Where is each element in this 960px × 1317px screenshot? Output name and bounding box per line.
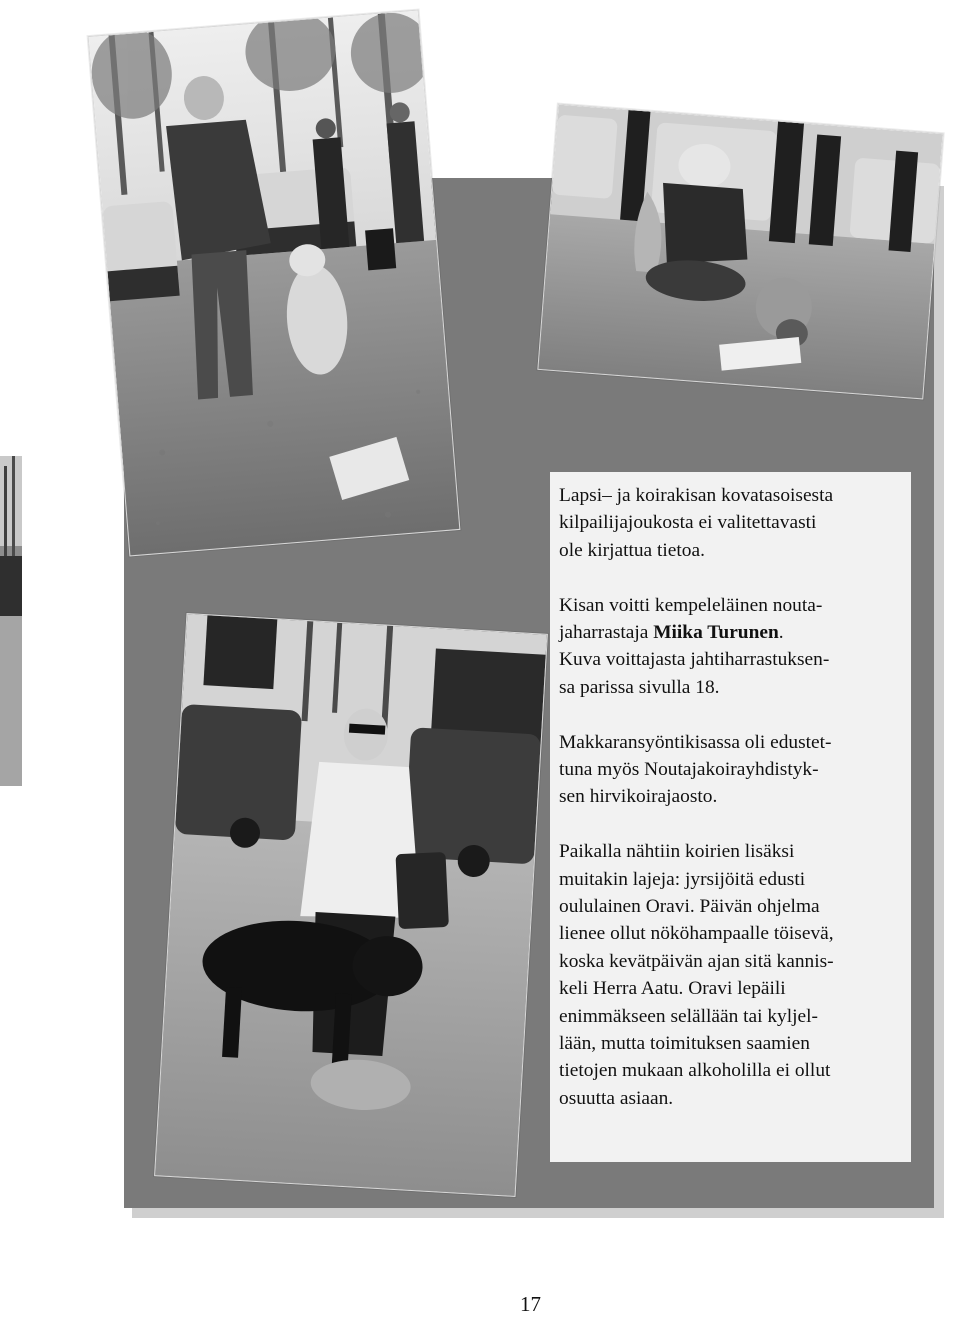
photo-woman-with-black-dogs [154, 613, 548, 1197]
text-line: lään, mutta toimituksen saamien [559, 1033, 810, 1055]
text-line: keli Herra Aatu. Oravi lepäili [559, 978, 786, 1000]
text-line: enimmäkseen selällään tai kyljel- [559, 1005, 818, 1027]
text-line: Paikalla nähtiin koirien lisäksi [559, 841, 795, 863]
text-line: sa parissa sivulla 18. [559, 676, 720, 698]
text-fragment: . [778, 622, 784, 644]
text-line: lienee ollut nököhampaalle töisevä, [559, 923, 834, 945]
text-line: sen hirvikoirajaosto. [559, 786, 718, 808]
edge-photo [0, 456, 22, 786]
text-line: oululainen Oravi. Päivän ohjelma [559, 896, 820, 918]
paragraph-intro [559, 482, 905, 564]
photo-woman-with-puppy [537, 104, 943, 400]
text-line: osuutta asiaan. [559, 1087, 674, 1109]
text-fragment: jaharrastaja [559, 622, 654, 644]
text-line: Kuva voittajasta jahtiharrastuksen- [559, 649, 830, 671]
text-line: Kisan voitti kempeleläinen nouta- [559, 594, 823, 616]
text-line: muitakin lajeja: jyrsijöitä edusti [559, 868, 806, 890]
paragraph-squirrel [559, 838, 905, 1112]
text-line: koska kevätpäivän ajan sitä kannis- [559, 950, 834, 972]
text-line [559, 619, 905, 646]
paragraph-sausage-contest [559, 729, 905, 811]
text-line: Makkaransyöntikisassa oli edustet- [559, 731, 832, 753]
page-number: 17 [520, 1292, 541, 1316]
photo-woman-with-retriever [88, 10, 461, 557]
text-line: kilpailijajoukosta ei valitettavasti [559, 512, 817, 534]
article-text-box [550, 472, 911, 1162]
winner-name: Miika Turunen [653, 622, 779, 644]
text-line: Lapsi– ja koirakisan kovatasoisesta [559, 485, 834, 506]
text-line: tuna myös Noutajakoirayhdistyk- [559, 759, 819, 781]
text-line: tietojen mukaan alkoholilla ei ollut [559, 1060, 831, 1082]
text-line: ole kirjattua tietoa. [559, 539, 705, 561]
paragraph-winner [559, 592, 905, 702]
